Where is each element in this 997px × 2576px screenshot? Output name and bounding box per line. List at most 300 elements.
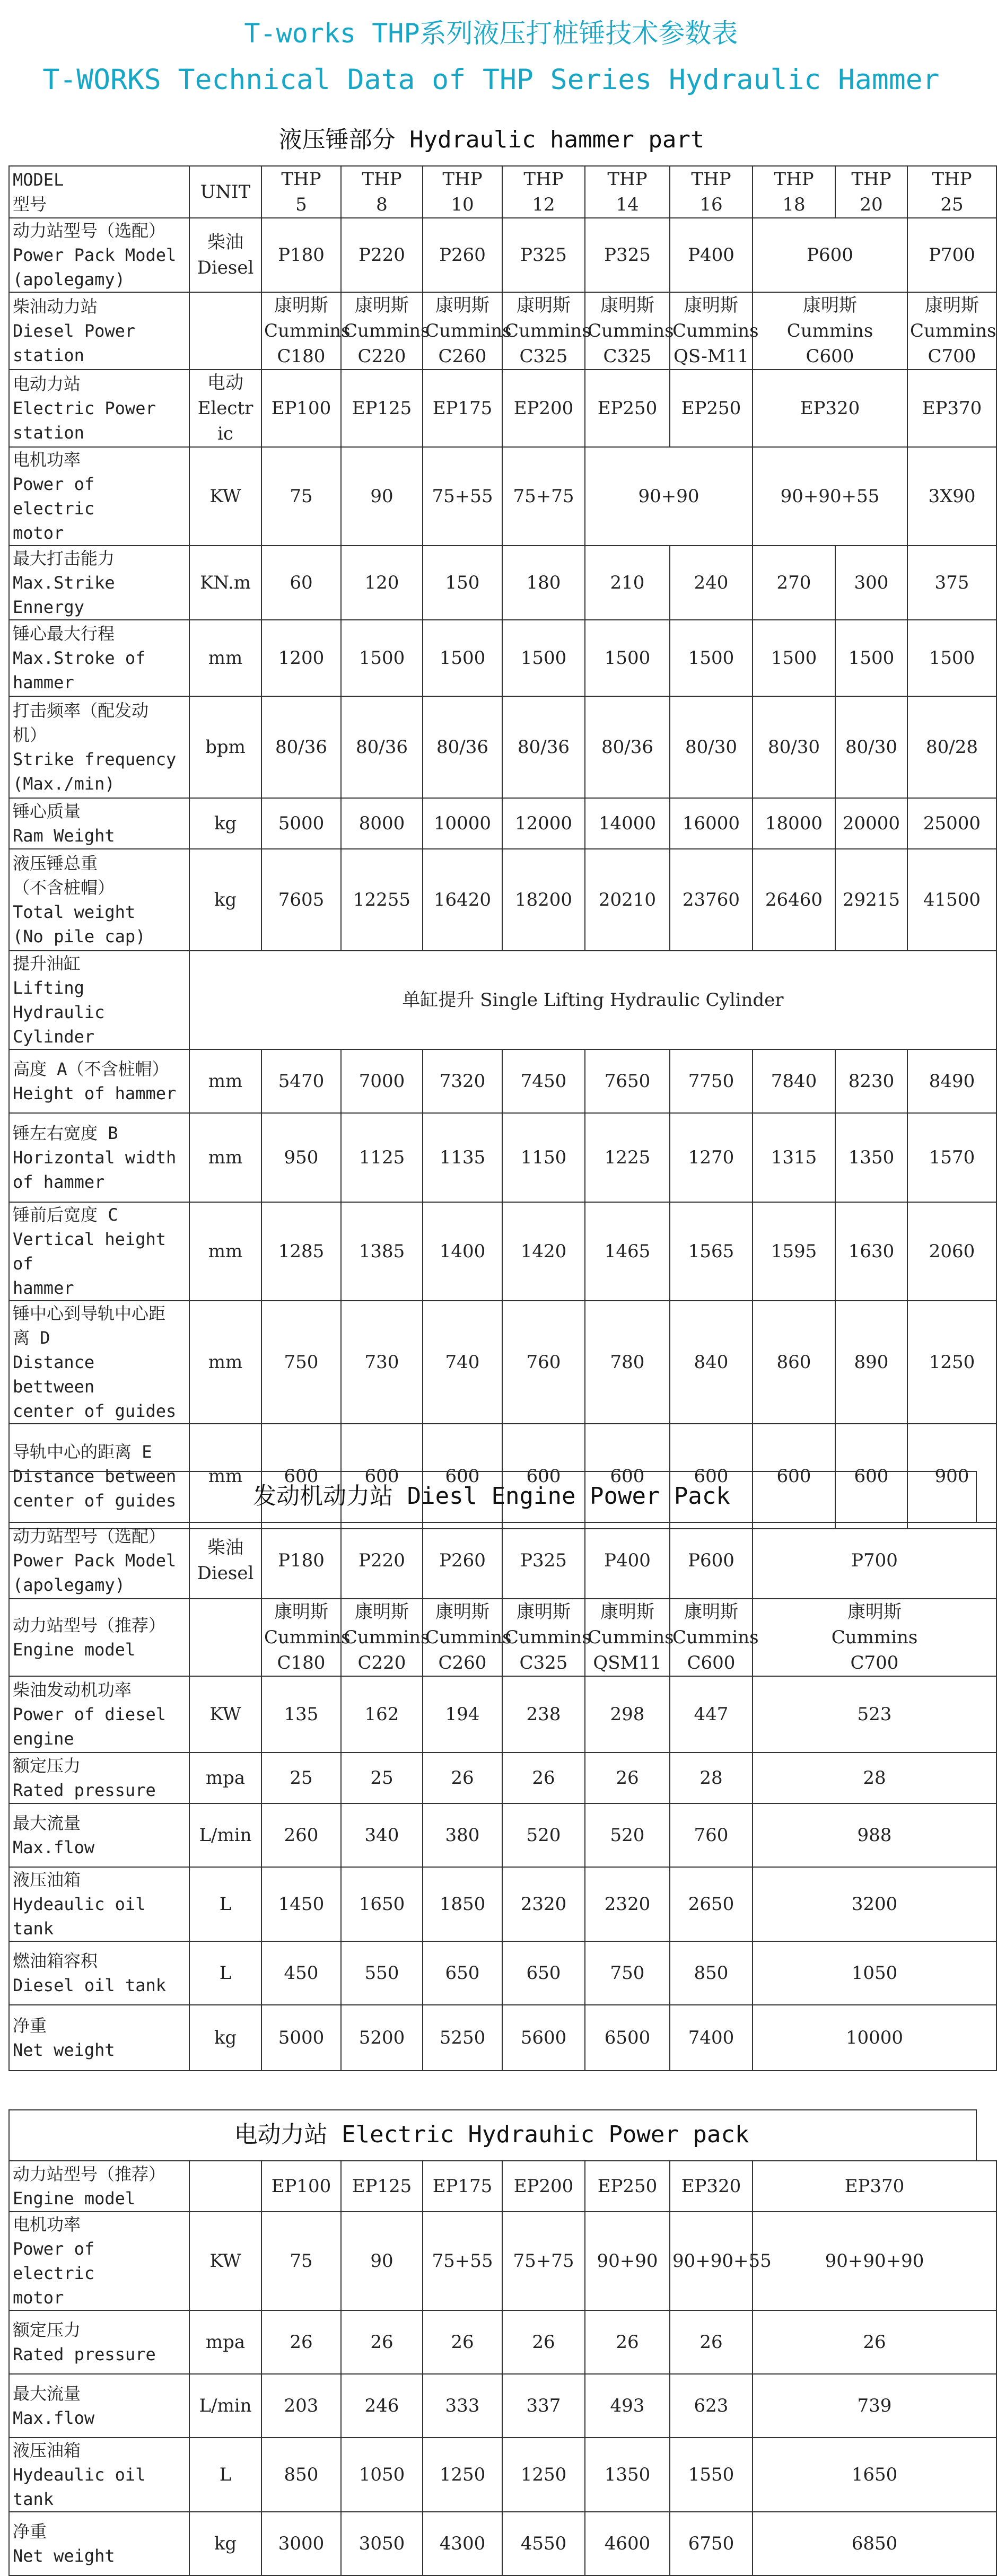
- value-cell: P180: [261, 1522, 341, 1599]
- table-row: [9, 166, 996, 218]
- value-cell: 90+90: [585, 447, 753, 546]
- unit-cell: mm: [189, 1301, 261, 1424]
- value-cell: 7605: [261, 849, 341, 951]
- table-row: [9, 546, 996, 620]
- value-cell: 375: [907, 546, 996, 620]
- value-cell: 340: [341, 1803, 423, 1867]
- value-cell: 康明斯 Cummins C600: [753, 292, 907, 370]
- value-cell: 90+90+55: [670, 2212, 753, 2310]
- parameter-label: 净重 Net weight: [9, 2512, 189, 2575]
- value-cell: 1565: [670, 1202, 753, 1301]
- table-row: [9, 1202, 996, 1301]
- value-cell: 5600: [502, 2005, 585, 2071]
- unit-cell: KW: [189, 447, 261, 546]
- value-cell: 90: [341, 2212, 423, 2310]
- value-cell: 260: [261, 1803, 341, 1867]
- value-cell: 1500: [670, 620, 753, 696]
- value-cell: 520: [502, 1803, 585, 1867]
- parameter-label: 最大打击能力 Max.Strike Ennergy: [9, 546, 189, 620]
- value-cell: 16000: [670, 798, 753, 849]
- value-cell: 337: [502, 2374, 585, 2438]
- value-cell: P700: [907, 218, 996, 292]
- unit-cell: 电动 Electr ic: [189, 370, 261, 447]
- unit-cell: [189, 1599, 261, 1676]
- value-cell: 7750: [670, 1049, 753, 1113]
- value-cell: 1500: [502, 620, 585, 696]
- value-cell: 1050: [341, 2438, 423, 2512]
- value-cell: 14000: [585, 798, 670, 849]
- parameter-label: 液压油箱 Hydeaulic oil tank: [9, 1867, 189, 1941]
- parameter-label: 柴油发动机功率 Power of diesel engine: [9, 1676, 189, 1753]
- table-row: [9, 2212, 996, 2310]
- value-cell: 1315: [753, 1113, 835, 1202]
- value-cell: 3200: [753, 1867, 996, 1941]
- value-cell: 1150: [502, 1113, 585, 1202]
- value-cell: 8000: [341, 798, 423, 849]
- value-cell: P220: [341, 218, 423, 292]
- value-cell: P400: [585, 1522, 670, 1599]
- value-cell: P325: [502, 1522, 585, 1599]
- value-cell: THP 25: [907, 166, 996, 218]
- value-cell: 80/36: [502, 696, 585, 798]
- value-cell: P180: [261, 218, 341, 292]
- value-cell: 2320: [585, 1867, 670, 1941]
- table-row: [9, 1522, 996, 1599]
- value-cell: 1450: [261, 1867, 341, 1941]
- unit-cell: L: [189, 1867, 261, 1941]
- diesel-power-pack-section: [8, 1471, 975, 2071]
- value-cell: 1850: [423, 1867, 502, 1941]
- value-cell: EP200: [502, 2161, 585, 2212]
- table-row: [9, 951, 996, 1049]
- value-cell: 75: [261, 2212, 341, 2310]
- unit-cell: [189, 292, 261, 370]
- value-cell: P325: [502, 218, 585, 292]
- table-row: [9, 1753, 996, 1803]
- value-cell: EP175: [423, 2161, 502, 2212]
- value-cell: 12255: [341, 849, 423, 951]
- parameter-label: 动力站型号（推荐） Engine model: [9, 2161, 189, 2212]
- value-cell: EP320: [670, 2161, 753, 2212]
- table-row: [9, 1113, 996, 1202]
- value-cell: 1285: [261, 1202, 341, 1301]
- unit-cell: kg: [189, 798, 261, 849]
- parameter-label: 锤左右宽度 B Horizontal width of hammer: [9, 1113, 189, 1202]
- value-cell: 162: [341, 1676, 423, 1753]
- unit-cell: L/min: [189, 1803, 261, 1867]
- parameter-label: 提升油缸 Lifting Hydraulic Cylinder: [9, 951, 189, 1049]
- unit-cell: [189, 2161, 261, 2212]
- unit-cell: 柴油 Diesel: [189, 1522, 261, 1599]
- value-cell: 600: [835, 1424, 907, 1529]
- value-cell: 1550: [670, 2438, 753, 2512]
- unit-cell: bpm: [189, 696, 261, 798]
- value-cell: THP 14: [585, 166, 670, 218]
- value-cell: 18000: [753, 798, 835, 849]
- value-cell: EP250: [585, 370, 670, 447]
- parameter-label: 最大流量 Max.flow: [9, 2374, 189, 2438]
- value-cell: 750: [261, 1301, 341, 1424]
- value-cell: 739: [753, 2374, 996, 2438]
- value-cell: P260: [423, 218, 502, 292]
- table-row: [9, 1599, 996, 1676]
- unit-cell: mpa: [189, 2310, 261, 2374]
- table-row: [9, 849, 996, 951]
- value-cell: 75+55: [423, 2212, 502, 2310]
- value-cell: 1200: [261, 620, 341, 696]
- value-cell: 康明斯 Cummins C260: [423, 292, 502, 370]
- unit-cell: KW: [189, 1676, 261, 1753]
- value-cell: 80/30: [835, 696, 907, 798]
- value-cell: THP 8: [341, 166, 423, 218]
- table-row: [9, 370, 996, 447]
- table-row: [9, 2438, 996, 2512]
- parameter-label: MODEL 型号: [9, 166, 189, 218]
- value-cell: 135: [261, 1676, 341, 1753]
- table-row: [9, 798, 996, 849]
- value-cell: 25000: [907, 798, 996, 849]
- value-cell: 780: [585, 1301, 670, 1424]
- value-cell: 2060: [907, 1202, 996, 1301]
- value-cell: 900: [907, 1424, 996, 1529]
- parameter-label: 动力站型号（选配） Power Pack Model (apolegamy): [9, 1522, 189, 1599]
- value-cell: 860: [753, 1301, 835, 1424]
- value-cell: 450: [261, 1941, 341, 2005]
- unit-cell: 单缸提升 Single Lifting Hydraulic Cylinder: [189, 951, 996, 1049]
- value-cell: THP 16: [670, 166, 753, 218]
- unit-cell: mm: [189, 1202, 261, 1301]
- value-cell: 600: [502, 1424, 585, 1529]
- value-cell: P325: [585, 218, 670, 292]
- value-cell: THP 5: [261, 166, 341, 218]
- value-cell: 493: [585, 2374, 670, 2438]
- table-row: [9, 218, 996, 292]
- value-cell: 80/36: [585, 696, 670, 798]
- value-cell: 26: [502, 2310, 585, 2374]
- parameter-label: 柴油动力站 Diesel Power station: [9, 292, 189, 370]
- value-cell: 194: [423, 1676, 502, 1753]
- parameter-label: 液压油箱 Hydeaulic oil tank: [9, 2438, 189, 2512]
- value-cell: 1650: [753, 2438, 996, 2512]
- value-cell: 6750: [670, 2512, 753, 2575]
- value-cell: 1500: [585, 620, 670, 696]
- value-cell: 康明斯 Cummins C325: [502, 1599, 585, 1676]
- value-cell: 26: [261, 2310, 341, 2374]
- value-cell: 80/30: [670, 696, 753, 798]
- unit-cell: kg: [189, 2005, 261, 2071]
- value-cell: 康明斯 Cummins C220: [341, 292, 423, 370]
- value-cell: P600: [753, 218, 907, 292]
- value-cell: 10000: [753, 2005, 996, 2071]
- table-row: [9, 292, 996, 370]
- value-cell: 1250: [502, 2438, 585, 2512]
- parameter-label: 导轨中心的距离 E Distance between center of guides: [9, 1424, 189, 1529]
- value-cell: 203: [261, 2374, 341, 2438]
- table-row: [9, 2512, 996, 2575]
- value-cell: P400: [670, 218, 753, 292]
- table-row: [9, 2374, 996, 2438]
- value-cell: 26: [753, 2310, 996, 2374]
- parameter-label: 锤前后宽度 C Vertical height of hammer: [9, 1202, 189, 1301]
- value-cell: 康明斯 Cummins C325: [585, 292, 670, 370]
- value-cell: P220: [341, 1522, 423, 1599]
- parameter-label: 动力站型号（推荐） Engine model: [9, 1599, 189, 1676]
- parameter-label: 高度 A（不含桩帽） Height of hammer: [9, 1049, 189, 1113]
- parameter-label: 动力站型号（选配） Power Pack Model (apolegamy): [9, 218, 189, 292]
- value-cell: 26: [670, 2310, 753, 2374]
- value-cell: 8230: [835, 1049, 907, 1113]
- value-cell: 150: [423, 546, 502, 620]
- value-cell: 5000: [261, 2005, 341, 2071]
- value-cell: EP200: [502, 370, 585, 447]
- value-cell: 28: [670, 1753, 753, 1803]
- value-cell: 623: [670, 2374, 753, 2438]
- value-cell: 1500: [423, 620, 502, 696]
- value-cell: 80/36: [261, 696, 341, 798]
- value-cell: 600: [423, 1424, 502, 1529]
- value-cell: 1135: [423, 1113, 502, 1202]
- value-cell: 650: [423, 1941, 502, 2005]
- unit-cell: KW: [189, 2212, 261, 2310]
- value-cell: 240: [670, 546, 753, 620]
- value-cell: 520: [585, 1803, 670, 1867]
- value-cell: THP 20: [835, 166, 907, 218]
- value-cell: 238: [502, 1676, 585, 1753]
- value-cell: EP100: [261, 2161, 341, 2212]
- value-cell: EP370: [907, 370, 996, 447]
- value-cell: 1270: [670, 1113, 753, 1202]
- value-cell: 298: [585, 1676, 670, 1753]
- value-cell: 90: [341, 447, 423, 546]
- value-cell: 760: [502, 1301, 585, 1424]
- value-cell: EP125: [341, 370, 423, 447]
- parameter-label: 额定压力 Rated pressure: [9, 2310, 189, 2374]
- value-cell: EP125: [341, 2161, 423, 2212]
- value-cell: 康明斯 Cummins C260: [423, 1599, 502, 1676]
- value-cell: 75+75: [502, 2212, 585, 2310]
- table-row: [9, 1803, 996, 1867]
- value-cell: 246: [341, 2374, 423, 2438]
- value-cell: 10000: [423, 798, 502, 849]
- value-cell: 18200: [502, 849, 585, 951]
- value-cell: P260: [423, 1522, 502, 1599]
- value-cell: EP250: [670, 370, 753, 447]
- parameter-label: 锤心质量 Ram Weight: [9, 798, 189, 849]
- value-cell: 25: [341, 1753, 423, 1803]
- value-cell: 26: [423, 1753, 502, 1803]
- value-cell: 2320: [502, 1867, 585, 1941]
- value-cell: EP370: [753, 2161, 996, 2212]
- parameter-label: 锤心最大行程 Max.Stroke of hammer: [9, 620, 189, 696]
- parameter-label: 打击频率（配发动 机） Strike frequency (Max./min): [9, 696, 189, 798]
- value-cell: 90+90+90: [753, 2212, 996, 2310]
- value-cell: 380: [423, 1803, 502, 1867]
- table-row: [9, 2161, 996, 2212]
- table-row: [9, 1049, 996, 1113]
- unit-cell: L: [189, 2438, 261, 2512]
- value-cell: 447: [670, 1676, 753, 1753]
- hydraulic-hammer-section: [8, 115, 996, 1529]
- value-cell: 760: [670, 1803, 753, 1867]
- unit-cell: L/min: [189, 2374, 261, 2438]
- value-cell: 270: [753, 546, 835, 620]
- unit-cell: kg: [189, 849, 261, 951]
- page-title-cn: T-works THP系列液压打桩锤技术参数表: [244, 18, 738, 49]
- value-cell: 210: [585, 546, 670, 620]
- value-cell: 3000: [261, 2512, 341, 2575]
- electric-power-pack-section: [8, 2109, 975, 2576]
- value-cell: 600: [670, 1424, 753, 1529]
- value-cell: 950: [261, 1113, 341, 1202]
- value-cell: 26: [341, 2310, 423, 2374]
- table-row: [9, 696, 996, 798]
- value-cell: 80/36: [341, 696, 423, 798]
- table-row: [9, 1941, 996, 2005]
- unit-cell: KN.m: [189, 546, 261, 620]
- value-cell: 840: [670, 1301, 753, 1424]
- section-title: 电动力站 Electric Hydrauhic Power pack: [234, 2121, 749, 2148]
- value-cell: 8490: [907, 1049, 996, 1113]
- parameter-label: 电机功率 Power of electric motor: [9, 447, 189, 546]
- value-cell: 5250: [423, 2005, 502, 2071]
- unit-cell: mm: [189, 1113, 261, 1202]
- value-cell: 4550: [502, 2512, 585, 2575]
- value-cell: 1630: [835, 1202, 907, 1301]
- value-cell: 80/36: [423, 696, 502, 798]
- value-cell: 523: [753, 1676, 996, 1753]
- value-cell: 1385: [341, 1202, 423, 1301]
- unit-cell: L: [189, 1941, 261, 2005]
- value-cell: 1595: [753, 1202, 835, 1301]
- value-cell: 20000: [835, 798, 907, 849]
- unit-cell: mm: [189, 1049, 261, 1113]
- value-cell: 600: [261, 1424, 341, 1529]
- table-row: [9, 1867, 996, 1941]
- value-cell: 康明斯 Cummins QS-M11: [670, 292, 753, 370]
- value-cell: 26: [423, 2310, 502, 2374]
- value-cell: 75: [261, 447, 341, 546]
- value-cell: EP250: [585, 2161, 670, 2212]
- value-cell: 90+90: [585, 2212, 670, 2310]
- value-cell: 康明斯 Cummins C600: [670, 1599, 753, 1676]
- value-cell: 180: [502, 546, 585, 620]
- value-cell: 75+75: [502, 447, 585, 546]
- value-cell: 1400: [423, 1202, 502, 1301]
- table-row: [9, 2005, 996, 2071]
- value-cell: 600: [341, 1424, 423, 1529]
- unit-cell: kg: [189, 2512, 261, 2575]
- value-cell: 1250: [907, 1301, 996, 1424]
- value-cell: 26: [502, 1753, 585, 1803]
- value-cell: 5470: [261, 1049, 341, 1113]
- value-cell: 41500: [907, 849, 996, 951]
- value-cell: 1350: [585, 2438, 670, 2512]
- value-cell: 26460: [753, 849, 835, 951]
- table-row: [9, 447, 996, 546]
- value-cell: 988: [753, 1803, 996, 1867]
- value-cell: 80/30: [753, 696, 835, 798]
- value-cell: 6850: [753, 2512, 996, 2575]
- value-cell: 7450: [502, 1049, 585, 1113]
- value-cell: EP100: [261, 370, 341, 447]
- value-cell: 康明斯 Cummins C700: [753, 1599, 996, 1676]
- parameter-label: 锤中心到导轨中心距 离 D Distance bettween center of guides: [9, 1301, 189, 1424]
- value-cell: 康明斯 Cummins QSM11: [585, 1599, 670, 1676]
- value-cell: 2650: [670, 1867, 753, 1941]
- value-cell: 850: [261, 2438, 341, 2512]
- unit-cell: UNIT: [189, 166, 261, 218]
- value-cell: 1500: [341, 620, 423, 696]
- value-cell: 6500: [585, 2005, 670, 2071]
- value-cell: 20210: [585, 849, 670, 951]
- value-cell: 1125: [341, 1113, 423, 1202]
- value-cell: 25: [261, 1753, 341, 1803]
- value-cell: 1500: [907, 620, 996, 696]
- value-cell: 12000: [502, 798, 585, 849]
- value-cell: 4600: [585, 2512, 670, 2575]
- value-cell: 600: [753, 1424, 835, 1529]
- value-cell: 16420: [423, 849, 502, 951]
- table-row: [9, 2310, 996, 2374]
- value-cell: 650: [502, 1941, 585, 2005]
- value-cell: 3X90: [907, 447, 996, 546]
- value-cell: 23760: [670, 849, 753, 951]
- value-cell: THP 18: [753, 166, 835, 218]
- value-cell: 1500: [835, 620, 907, 696]
- value-cell: 7840: [753, 1049, 835, 1113]
- value-cell: 333: [423, 2374, 502, 2438]
- table-row: [9, 1301, 996, 1424]
- value-cell: 890: [835, 1301, 907, 1424]
- value-cell: 3050: [341, 2512, 423, 2575]
- value-cell: EP320: [753, 370, 907, 447]
- value-cell: 7320: [423, 1049, 502, 1113]
- table-row: [9, 620, 996, 696]
- value-cell: 康明斯 Cummins C700: [907, 292, 996, 370]
- value-cell: 康明斯 Cummins C180: [261, 1599, 341, 1676]
- value-cell: 1050: [753, 1941, 996, 2005]
- value-cell: 7000: [341, 1049, 423, 1113]
- diesel-power-pack-table: [8, 1522, 997, 2071]
- parameter-label: 最大流量 Max.flow: [9, 1803, 189, 1867]
- parameter-label: 燃油箱容积 Diesel oil tank: [9, 1941, 189, 2005]
- value-cell: 1350: [835, 1113, 907, 1202]
- parameter-label: 液压锤总重 （不含桩帽） Total weight (No pile cap): [9, 849, 189, 951]
- value-cell: 7400: [670, 2005, 753, 2071]
- unit-cell: mpa: [189, 1753, 261, 1803]
- value-cell: P700: [753, 1522, 996, 1599]
- value-cell: 28: [753, 1753, 996, 1803]
- parameter-label: 电动力站 Electric Power station: [9, 370, 189, 447]
- value-cell: 1650: [341, 1867, 423, 1941]
- electric-power-pack-table: [8, 2160, 997, 2576]
- parameter-label: 电机功率 Power of electric motor: [9, 2212, 189, 2310]
- value-cell: 26: [585, 1753, 670, 1803]
- value-cell: 5200: [341, 2005, 423, 2071]
- value-cell: 1250: [423, 2438, 502, 2512]
- value-cell: 康明斯 Cummins C220: [341, 1599, 423, 1676]
- parameter-label: 额定压力 Rated pressure: [9, 1753, 189, 1803]
- value-cell: 康明斯 Cummins C180: [261, 292, 341, 370]
- value-cell: 120: [341, 546, 423, 620]
- value-cell: 300: [835, 546, 907, 620]
- value-cell: 26: [585, 2310, 670, 2374]
- unit-cell: mm: [189, 620, 261, 696]
- value-cell: 740: [423, 1301, 502, 1424]
- value-cell: 1420: [502, 1202, 585, 1301]
- page-title-en: T-WORKS Technical Data of THP Series Hydraulic Hammer: [42, 64, 940, 96]
- value-cell: 90+90+55: [753, 447, 907, 546]
